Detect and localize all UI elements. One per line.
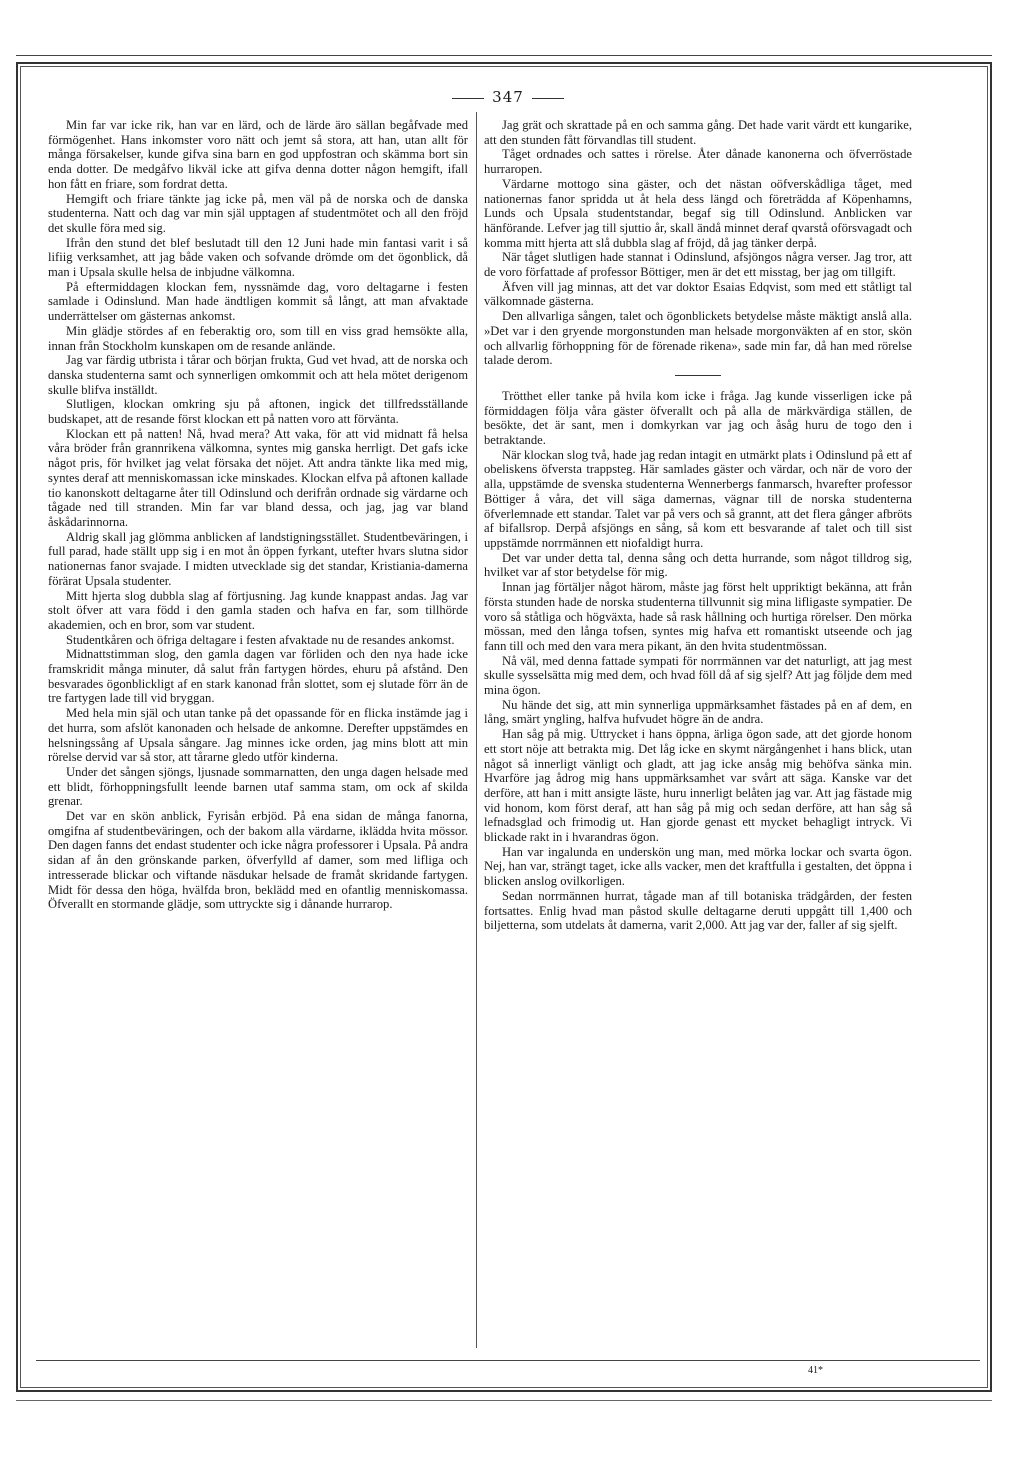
paragraph: Slutligen, klockan omkring sju på aftonen, ingick det tillfredsställande budskapet, att de resande först klockan ett på natten voro att förvänta. bbox=[48, 397, 468, 427]
paragraph: Jag grät och skrattade på en och samma gång. Det hade varit värdt ett kungarike, att den stunden fått förvandlas till student. bbox=[484, 118, 912, 147]
paragraph: Nå väl, med denna fattade sympati för norrmännen var det naturligt, att jag mest skulle sysselsätta mig med dem, och hvad föll då af sig sjelf? Att jag följde dem med mina ögon. bbox=[484, 653, 912, 698]
page-number-dash-left bbox=[452, 98, 484, 99]
bottom-rule bbox=[16, 1400, 992, 1401]
paragraph: Studentkåren och öfriga deltagare i festen afvaktade nu de resandes ankomst. bbox=[66, 632, 455, 647]
left-column bbox=[48, 118, 468, 912]
signature-mark: 41* bbox=[808, 1365, 823, 1376]
paragraph: Han såg på mig. Uttrycket i hans öppna, ärliga ögon sade, att det gjorde honom ett stort nöje att betrakta mig. Det låg icke en skymt närgångenhet i hans blick, utan något så innerligt vänligt och gladt, att jag icke ansåg mig behöfva sänka min. Hvarföre jag ådrog mig hans uppmärksamhet var svårt att säga. Kanske var det derföre, att han i mitt ansigte läste, huru innerligt belåten jag var. Att jag fästade mig vid honom, kom först deraf, att han såg på mig och sedan derföre, att han såg så lefnadsglad och frimodig ut. Han gjorde genast ett mycket behagligt intryck. Vi blickade rakt in i hvarandras ögon. bbox=[484, 727, 912, 845]
header-rule bbox=[16, 55, 992, 56]
paragraph: Äfven vill jag minnas, att det var doktor Esaias Edqvist, som med ett ståtligt tal välkomnade gästerna. bbox=[484, 279, 912, 309]
paragraph: Min glädje stördes af en feberaktig oro, som till en viss grad hemsökte alla, innan från Stockholm kunskapen om de resande anlände. bbox=[48, 323, 468, 353]
paragraph: Värdarne mottogo sina gäster, och det nästan oöfverskådliga tåget, med nationernas fanor spridda ut åt hela dess längd och företrädda af Köpenhamns, Lunds och Upsala studentstandar, begaf sig till Odinslund. Anblicken var hänförande. Lefver jag till sjuttio år, skall ändå minnet deraf qvarstå oförsvagadt och komma mitt hjerta att slå dubbla slag af fröjd, då jag tänker derpå. bbox=[484, 176, 912, 250]
page-number bbox=[0, 88, 1016, 106]
footer-rule bbox=[36, 1360, 980, 1361]
paragraph: Min far var icke rik, han var en lärd, och de lärde äro sällan begåfvade med förmögenhet. Hans inkomster voro nätt och jemt så stora, att han, utan allt för många försakelser, kunde gifva sina barn en god uppfostran och skämma bort sin enda dotter. De medgåfvo likväl icke att gifva denna dotter någon hemgift, ifall hon fått en friare, som fordrat detta. bbox=[48, 118, 468, 191]
paragraph: Midnattstimman slog, den gamla dagen var förliden och den nya hade icke framskridit många minuter, då salut från fartygen hördes, ehuru på afstånd. Den besvarades ögonblickligt af en stark kanonad från slottet, som ej slutade förr än de tre fartygen lade till vid bryggan. bbox=[48, 647, 468, 706]
paragraph: Ifrån den stund det blef beslutadt till den 12 Juni hade min fantasi varit i så lifiig verksamhet, att jag både vaken och sofvande drömde om det ögonblick, då man i Upsala skulle helsa de inbjudne välkomna. bbox=[48, 235, 468, 280]
paragraph: Han var ingalunda en underskön ung man, med mörka lockar och svarta ögon. Nej, han var, strängt taget, icke alls vacker, men det kraftfulla i gestalten, det öppna i blicken anslog ovilkorligen. bbox=[484, 844, 912, 889]
paragraph: Klockan ett på natten! Nå, hvad mera? Att vaka, för att vid midnatt få helsa våra bröder från grannrikena välkomna, syntes mig ganska herrligt. Det gafs icke något pris, för hvilket jag velat försaka det nöjet. Att andra tänkte lika med mig, syntes deraf att menniskomassan icke minskades. Klockan elfva på aftonen kallade tio kanonskott deltagarne åter till Odinslund och derifrån ordnade sig värdarne och tågade ned till stranden. Min far var bland dessa, och jag, jag var bland åskådarinnorna. bbox=[48, 426, 468, 529]
page-number-dash-right bbox=[532, 98, 564, 99]
paragraph: Det var en skön anblick, Fyrisån erbjöd. På ena sidan de många fanorna, omgifna af studentbeväringen, och der bakom alla värdarne, iklädda hvita mössor. Den dagen fanns det endast studenter och icke några professorer i Upsala. På andra sidan af ån den grönskande parken, öfverfylld af damer, som med lifliga och intresserade blickar och viftande näsdukar helsade de framåt skridande fartygen. Midt för dessa den höga, hvälfda bron, beklädd med en ofantlig menniskomassa. Öfverallt en stormande glädje, som uttryckte sig i dånande hurrarop. bbox=[48, 809, 468, 912]
paragraph: Aldrig skall jag glömma anblicken af landstigningsstället. Studentbeväringen, i full parad, hade ställt upp sig i en mot ån öppen fyrkant, utefter hvars slutna sidor nationernas fanor svajade. I midten utvecklade sig det standar, Kristiania-damerna förärat Upsala studenter. bbox=[48, 529, 468, 588]
paragraph: Med hela min själ och utan tanke på det opassande för en flicka instämde jag i det hurra, som afslöt kanonaden och helsade de ankomne. Derefter uppstämdes en helsningssång af Upsala sångare. Jag minnes icke orden, jag mins blott att min rörelse dervid var så stor, att tårarne gledo utför kinderna. bbox=[48, 706, 468, 765]
paragraph: Innan jag förtäljer något härom, måste jag först helt uppriktigt bekänna, att från första stunden hade de norska studenterna tillvunnit sig mina lifligaste sympatier. De voro så ståtliga och högväxta, hade så rask hållning och hurtiga rörelser. Den mörka mössan, med den långa tofsen, syntes mig hafva ett romantiskt utseende och jag fann till och med den vara mera pikant, än den hvita studentmössan. bbox=[484, 580, 912, 653]
paragraph: Trötthet eller tanke på hvila kom icke i fråga. Jag kunde visserligen icke på förmiddagen följa våra gäster öfverallt och på alla de märkvärdiga ställen, de besökte, det är sant, men i domkyrkan var jag och åsåg huru de togo den i betraktande. bbox=[484, 388, 912, 448]
section-divider bbox=[675, 375, 721, 376]
paragraph: När klockan slog två, hade jag redan intagit en utmärkt plats i Odinslund på ett af obeliskens öfversta trappsteg. Här samlades gäster och värdar, och när de voro der alla, uppstämde de svenska studenterna Wennerbergs fanmarsch, hvarefter professor Böttiger å våra, det vill säga damernas, vägnar till de norska studenterna öfverlemnade ett standar. Talet var på vers och så grannt, att det flera gånger afbröts af bifallsrop. Derpå afsjöngs en sång, så kom ett besvarande af talet och till sist uppstämde norrmännen ett niofaldigt hurra. bbox=[484, 447, 912, 550]
page-number-text: 347 bbox=[492, 88, 524, 106]
paragraph: Hemgift och friare tänkte jag icke på, men väl på de norska och de danska studenterna. Natt och dag var min själ upptagen af studentmötet och all den fröjd det skulle föra med sig. bbox=[48, 191, 468, 235]
paragraph: Under det sången sjöngs, ljusnade sommarnatten, den unga dagen helsade med ett blidt, förhoppningsfullt leende barnen utaf samma stam, om ock af skilda grenar. bbox=[48, 764, 468, 809]
paragraph: Tåget ordnades och sattes i rörelse. Åter dånade kanonerna och öfverröstade hurraropen. bbox=[484, 147, 912, 177]
right-column bbox=[484, 118, 912, 933]
paragraph: På eftermiddagen klockan fem, nyssnämde dag, voro deltagarne i festen samlade i Odinslund. Man hade ändtligen kommit så långt, att man afvaktade underrättelser om gästernas ankomst. bbox=[48, 279, 468, 324]
paragraph: Jag var färdig utbrista i tårar och början frukta, Gud vet hvad, att de norska och danska studenterna samt och synnerligen omkommit och att hela mötet derigenom skulle blifva inställdt. bbox=[48, 353, 468, 397]
paragraph: Nu hände det sig, att min synnerliga uppmärksamhet fästades på en af dem, en lång, smärt yngling, halfva hufvudet högre än de andra. bbox=[484, 697, 912, 727]
paragraph: Mitt hjerta slog dubbla slag af förtjusning. Jag kunde knappast andas. Jag var stolt öfver att vara född i den gamla staden och hafva en far, som tillhörde akademien, och en bror, som var student. bbox=[48, 588, 468, 632]
paragraph: När tåget slutligen hade stannat i Odinslund, afsjöngos några verser. Jag tror, att de voro författade af professor Böttiger, men är det ett misstag, ber jag om tillgift. bbox=[484, 250, 912, 280]
paragraph: Den allvarliga sången, talet och ögonblickets betydelse måste mäktigt anslå alla. »Det var i den gryende morgonstunden man helsade morgonväkten af en stor, skön och allvarlig förhoppning för de förenade rikena», sade min far, då han med rörelse talade derom. bbox=[484, 309, 912, 368]
paragraph: Det var under detta tal, denna sång och detta hurrande, som något tilldrog sig, hvilket var af stor betydelse för mig. bbox=[484, 550, 912, 580]
paragraph: Sedan norrmännen hurrat, tågade man af till botaniska trädgården, der festen fortsattes. Enlig hvad man påstod skulle deltagarne deruti uppgått till 1,400 och biljetterna, som utdelats åt damerna, varit 2,000. Att jag var der, faller af sig sjelft. bbox=[484, 888, 912, 933]
column-divider bbox=[476, 112, 477, 1348]
